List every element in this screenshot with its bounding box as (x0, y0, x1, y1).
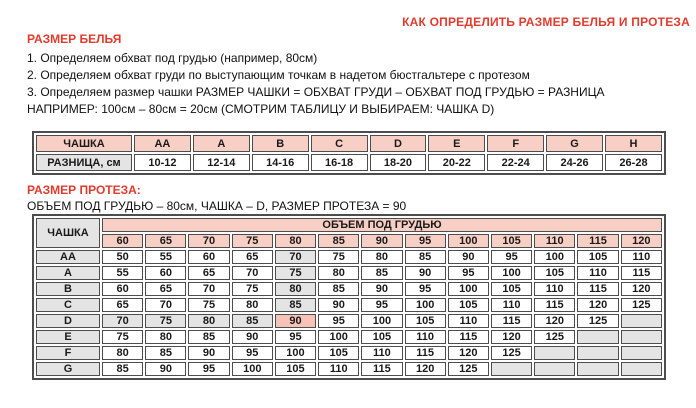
size-value-cell (621, 346, 662, 360)
size-value-cell: 95 (448, 266, 489, 280)
cup-table-header-cell: B (252, 135, 309, 152)
size-value-cell: 100 (275, 346, 316, 360)
size-value-cell: 125 (577, 314, 618, 328)
size-value-cell: 80 (275, 282, 316, 296)
size-value-cell: 70 (232, 266, 273, 280)
size-value-cell: 105 (491, 282, 532, 296)
size-value-cell: 80 (318, 266, 359, 280)
size-value-cell: 70 (102, 314, 143, 328)
size-value-cell: 105 (577, 250, 618, 264)
size-value-cell: 60 (102, 282, 143, 296)
size-value-cell: 120 (405, 362, 446, 376)
cup-table-header-cell: E (428, 135, 485, 152)
size-value-cell: 80 (361, 250, 402, 264)
underbust-column-header: 105 (491, 234, 532, 248)
underbust-column-header: 90 (361, 234, 402, 248)
size-value-cell: 125 (448, 362, 489, 376)
size-value-cell: 65 (188, 266, 229, 280)
size-value-cell: 95 (318, 314, 359, 328)
cup-difference-table-wrap (32, 131, 666, 175)
cup-row-header: E (36, 330, 100, 344)
size-value-cell: 75 (318, 250, 359, 264)
instruction-line-1: 1. Определяем обхват под грудью (например, 80см) (27, 51, 318, 65)
size-value-cell: 85 (188, 330, 229, 344)
size-value-cell: 110 (577, 266, 618, 280)
difference-value-cell: 22-24 (487, 154, 544, 171)
size-value-cell: 100 (318, 330, 359, 344)
size-value-cell: 85 (361, 266, 402, 280)
size-value-cell: 80 (188, 314, 229, 328)
size-value-cell (577, 362, 618, 376)
difference-value-cell: 16-18 (311, 154, 368, 171)
underbust-column-header: 75 (232, 234, 273, 248)
size-value-cell: 90 (188, 346, 229, 360)
size-value-cell: 90 (448, 250, 489, 264)
underbust-column-header: 70 (188, 234, 229, 248)
size-value-cell: 120 (491, 330, 532, 344)
difference-value-cell: 24-26 (546, 154, 603, 171)
underbust-column-header: 60 (102, 234, 143, 248)
size-value-cell: 110 (318, 362, 359, 376)
size-value-cell: 80 (145, 330, 186, 344)
underwear-size-heading: РАЗМЕР БЕЛЬЯ (27, 32, 122, 46)
size-value-cell: 65 (145, 282, 186, 296)
size-value-cell: 55 (102, 266, 143, 280)
size-value-cell: 90 (361, 282, 402, 296)
underbust-column-header: 80 (275, 234, 316, 248)
difference-value-cell: 14-16 (252, 154, 309, 171)
size-value-cell: 65 (232, 250, 273, 264)
size-value-cell (577, 330, 618, 344)
size-value-cell: 85 (275, 298, 316, 312)
size-table-corner-cell: ЧАШКА (36, 218, 100, 248)
cup-row-header: B (36, 282, 100, 296)
size-value-cell: 100 (361, 314, 402, 328)
size-value-cell (491, 362, 532, 376)
size-value-cell: 90 (405, 266, 446, 280)
instruction-line-2: 2. Определяем обхват груди по выступающим точкам в надетом бюстгальтере с протезом (27, 68, 530, 82)
size-value-cell: 125 (534, 330, 575, 344)
underbust-column-header: 100 (448, 234, 489, 248)
size-value-cell: 115 (448, 330, 489, 344)
size-value-cell: 125 (621, 298, 662, 312)
size-value-cell: 80 (102, 346, 143, 360)
cup-table-header-cell: F (487, 135, 544, 152)
size-value-cell: 110 (621, 250, 662, 264)
size-value-cell: 120 (577, 298, 618, 312)
size-value-cell: 85 (405, 250, 446, 264)
size-value-cell: 110 (448, 314, 489, 328)
cup-row-header: G (36, 362, 100, 376)
size-value-cell: 95 (361, 298, 402, 312)
size-value-cell: 105 (534, 266, 575, 280)
cup-difference-table (32, 131, 666, 175)
size-value-cell: 115 (577, 282, 618, 296)
size-value-cell: 95 (491, 250, 532, 264)
size-value-cell: 100 (405, 298, 446, 312)
instruction-line-4: НАПРИМЕР: 100см – 80см = 20см (СМОТРИМ ТАБЛИЦУ И ВЫБИРАЕМ: ЧАШКА D) (27, 102, 495, 116)
size-value-cell: 75 (232, 282, 273, 296)
size-value-cell: 110 (491, 298, 532, 312)
underbust-column-header: 95 (405, 234, 446, 248)
difference-value-cell: 26-28 (605, 154, 662, 171)
size-value-cell: 95 (232, 346, 273, 360)
size-value-cell: 110 (534, 282, 575, 296)
underbust-column-header: 110 (534, 234, 575, 248)
size-value-cell: 70 (188, 282, 229, 296)
cup-row-header: D (36, 314, 100, 328)
size-value-cell: 105 (275, 362, 316, 376)
size-value-cell (621, 314, 662, 328)
difference-value-cell: 10-12 (134, 154, 191, 171)
size-value-cell (577, 346, 618, 360)
underbust-column-header: 85 (318, 234, 359, 248)
size-result-highlight-cell: 90 (275, 314, 316, 328)
difference-value-cell: 12-14 (193, 154, 250, 171)
size-value-cell: 110 (361, 346, 402, 360)
size-value-cell: 70 (275, 250, 316, 264)
size-value-cell: 85 (102, 362, 143, 376)
size-value-cell: 55 (145, 250, 186, 264)
cup-table-header-cell: AA (134, 135, 191, 152)
cup-table-header-cell: C (311, 135, 368, 152)
page-title: КАК ОПРЕДЕЛИТЬ РАЗМЕР БЕЛЬЯ И ПРОТЕЗА (402, 15, 690, 29)
size-value-cell: 60 (188, 250, 229, 264)
size-value-cell: 100 (491, 266, 532, 280)
size-value-cell: 75 (102, 330, 143, 344)
prosthesis-size-heading: РАЗМЕР ПРОТЕЗА: (27, 183, 141, 197)
size-value-cell: 95 (405, 282, 446, 296)
cup-table-header-cell: D (370, 135, 427, 152)
cup-table-header-cell: A (193, 135, 250, 152)
size-value-cell (621, 362, 662, 376)
size-value-cell: 60 (145, 266, 186, 280)
difference-row-label: РАЗНИЦА, см (36, 154, 132, 171)
underbust-column-header: 65 (145, 234, 186, 248)
size-value-cell: 105 (448, 298, 489, 312)
cup-row-header: A (36, 266, 100, 280)
cup-table-header-cell: H (605, 135, 662, 152)
size-value-cell: 75 (145, 314, 186, 328)
size-value-cell: 100 (448, 282, 489, 296)
size-value-cell: 115 (534, 298, 575, 312)
size-value-cell: 90 (318, 298, 359, 312)
size-value-cell: 120 (448, 346, 489, 360)
underwear-size-section (27, 32, 647, 118)
size-value-cell: 115 (491, 314, 532, 328)
size-value-cell: 115 (361, 362, 402, 376)
size-value-cell (621, 330, 662, 344)
prosthesis-size-table (32, 214, 666, 380)
prosthesis-size-table-wrap (32, 214, 666, 380)
size-value-cell: 100 (534, 250, 575, 264)
size-value-cell: 85 (232, 314, 273, 328)
underbust-column-header: 115 (577, 234, 618, 248)
size-value-cell: 80 (232, 298, 273, 312)
prosthesis-size-section (27, 183, 647, 214)
size-value-cell: 110 (405, 330, 446, 344)
size-value-cell: 105 (361, 330, 402, 344)
size-value-cell: 90 (145, 362, 186, 376)
size-value-cell: 95 (275, 330, 316, 344)
size-value-cell: 85 (145, 346, 186, 360)
difference-value-cell: 20-22 (428, 154, 485, 171)
size-value-cell (534, 362, 575, 376)
underbust-column-header: 120 (621, 234, 662, 248)
size-value-cell: 70 (145, 298, 186, 312)
size-value-cell: 85 (318, 282, 359, 296)
instruction-line-3: 3. Определяем размер чашки РАЗМЕР ЧАШКИ = ОБХВАТ ГРУДИ – ОБХВАТ ПОД ГРУДЬЮ = РАЗНИЦА (27, 85, 605, 99)
size-value-cell: 115 (405, 346, 446, 360)
size-value-cell: 120 (534, 314, 575, 328)
size-value-cell: 50 (102, 250, 143, 264)
cup-row-header: AA (36, 250, 100, 264)
size-value-cell: 120 (621, 282, 662, 296)
size-value-cell (534, 346, 575, 360)
prosthesis-example-line: ОБЪЕМ ПОД ГРУДЬЮ – 80см, ЧАШКА – D, РАЗМЕР ПРОТЕЗА = 90 (27, 199, 407, 213)
size-value-cell: 75 (275, 266, 316, 280)
size-value-cell: 95 (188, 362, 229, 376)
size-value-cell: 115 (621, 266, 662, 280)
underbust-span-header: ОБЪЕМ ПОД ГРУДЬЮ (102, 218, 662, 232)
size-value-cell: 75 (188, 298, 229, 312)
cup-table-header-cell: G (546, 135, 603, 152)
cup-table-corner-cell: ЧАШКА (36, 135, 132, 152)
size-value-cell: 90 (232, 330, 273, 344)
cup-row-header: C (36, 298, 100, 312)
size-value-cell: 125 (491, 346, 532, 360)
size-value-cell: 65 (102, 298, 143, 312)
size-value-cell: 105 (318, 346, 359, 360)
size-table-body (36, 218, 662, 376)
size-value-cell: 105 (405, 314, 446, 328)
size-value-cell: 100 (232, 362, 273, 376)
cup-table-body (36, 135, 662, 171)
cup-row-header: F (36, 346, 100, 360)
difference-value-cell: 18-20 (370, 154, 427, 171)
